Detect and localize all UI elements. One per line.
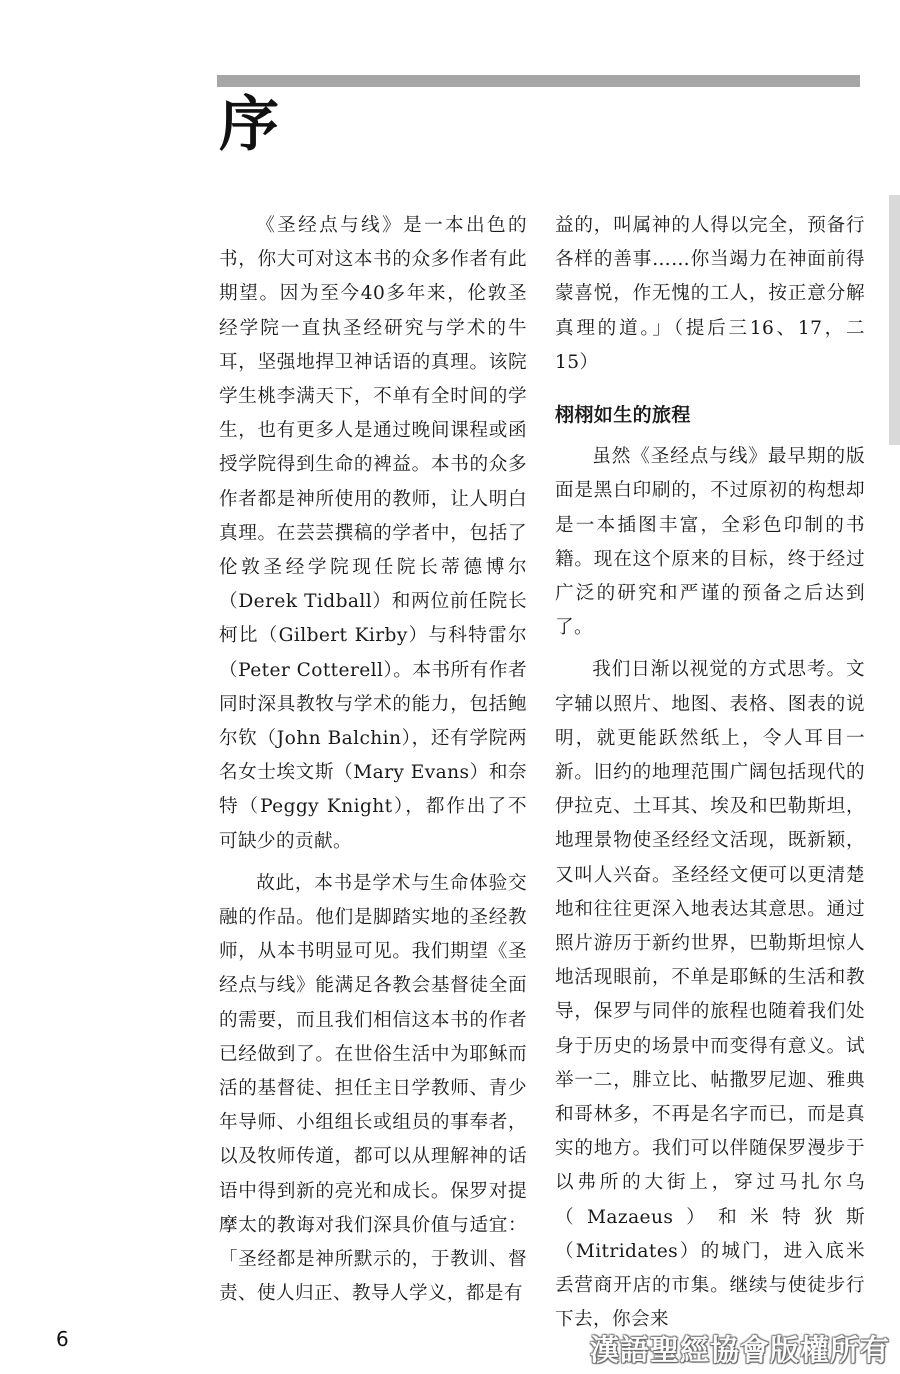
- section-heading: 栩栩如生的旅程: [555, 404, 691, 427]
- page-number: 6: [56, 1327, 69, 1351]
- page-edge-tab: [889, 195, 900, 445]
- paragraph: 我们日渐以视觉的方式思考。文字辅以照片、地图、表格、图表的说明，就更能跃然纸上，令人耳目一新。旧约的地理范围广阔包括现代的伊拉克、土耳其、埃及和巴勒斯坦，地理景物使圣经经文活现，既新颖，又叫人兴奋。圣经经文便可以更清楚地和往往更深入地表达其意思。通过照片游历于新约世界，巴勒斯坦惊人地活现眼前，不单是耶稣的生活和教导，保罗与同伴的旅程也随着我们处身于历史的场景中而变得有意义。试举一二，腓立比、帖撒罗尼迦、雅典和哥林多，不再是名字而已，而是真实的地方。我们可以伴随保罗漫步于以弗所的大街上，穿过马扎尔乌（Mazaeus）和米特狄斯（Mitridates）的城门，进入底米丢营商开店的市集。继续与使徒步行下去，你会来: [555, 659, 865, 1331]
- paragraph: 故此，本书是学术与生命体验交融的作品。他们是脚踏实地的圣经教师，从本书明显可见。我们期望《圣经点与线》能满足各教会基督徒全面的需要，而且我们相信这本书的作者已经做到了。在世俗生活中为耶稣而活的基督徒、担任主日学教师、青少年导师、小组组长或组员的事奉者，以及牧师传道，都可以从理解神的话语中得到新的亮光和成长。保罗对提摩太的教诲对我们深具价值与适宜：「圣经都是神所默示的，于教训、督责、使人归正、教导人学义，都是有: [219, 872, 527, 1305]
- right-column: [555, 209, 865, 1338]
- chapter-title: 序: [219, 90, 279, 160]
- paragraph: 《圣经点与线》是一本出色的书，你大可对这本书的众多作者有此期望。因为至今40多年来，伦敦圣经学院一直执圣经研究与学术的牛耳，坚强地捍卫神话语的真理。该院学生桃李满天下，不单有全时间的学生，也有更多人是通过晚间课程或函授学院得到生命的裨益。本书的众多作者都是神所使用的教师，让人明白真理。在芸芸撰稿的学者中，包括了伦敦圣经学院现任院长蒂德博尔（Derek Tidball）和两位前任院长柯比（Gilbert Kirby）与科特雷尔（Peter Cotterell）。本书所有作者同时深具教牧与学术的能力，包括鲍尔钦（John Balchin），还有学院两名女士埃文斯（Mary Evans）和奈特（Peggy Knight），都作出了不可缺少的贡献。: [219, 215, 527, 852]
- left-column: [219, 209, 527, 1312]
- paragraph-continuation: 益的，叫属神的人得以完全，预备行各样的善事……你当竭力在神面前得蒙喜悦，作无愧的工人，按正意分解真理的道。」（提后三16、17，二15）: [555, 215, 865, 373]
- paragraph: 虽然《圣经点与线》最早期的版面是黑白印刷的，不过原初的构想却是一本插图丰富，全彩色印制的书籍。现在这个原来的目标，终于经过广泛的研究和严谨的预备之后达到了。: [555, 446, 865, 639]
- copyright-watermark: 漢語聖經協會版權所有: [589, 1333, 890, 1367]
- chapter-header-bar: [217, 75, 860, 87]
